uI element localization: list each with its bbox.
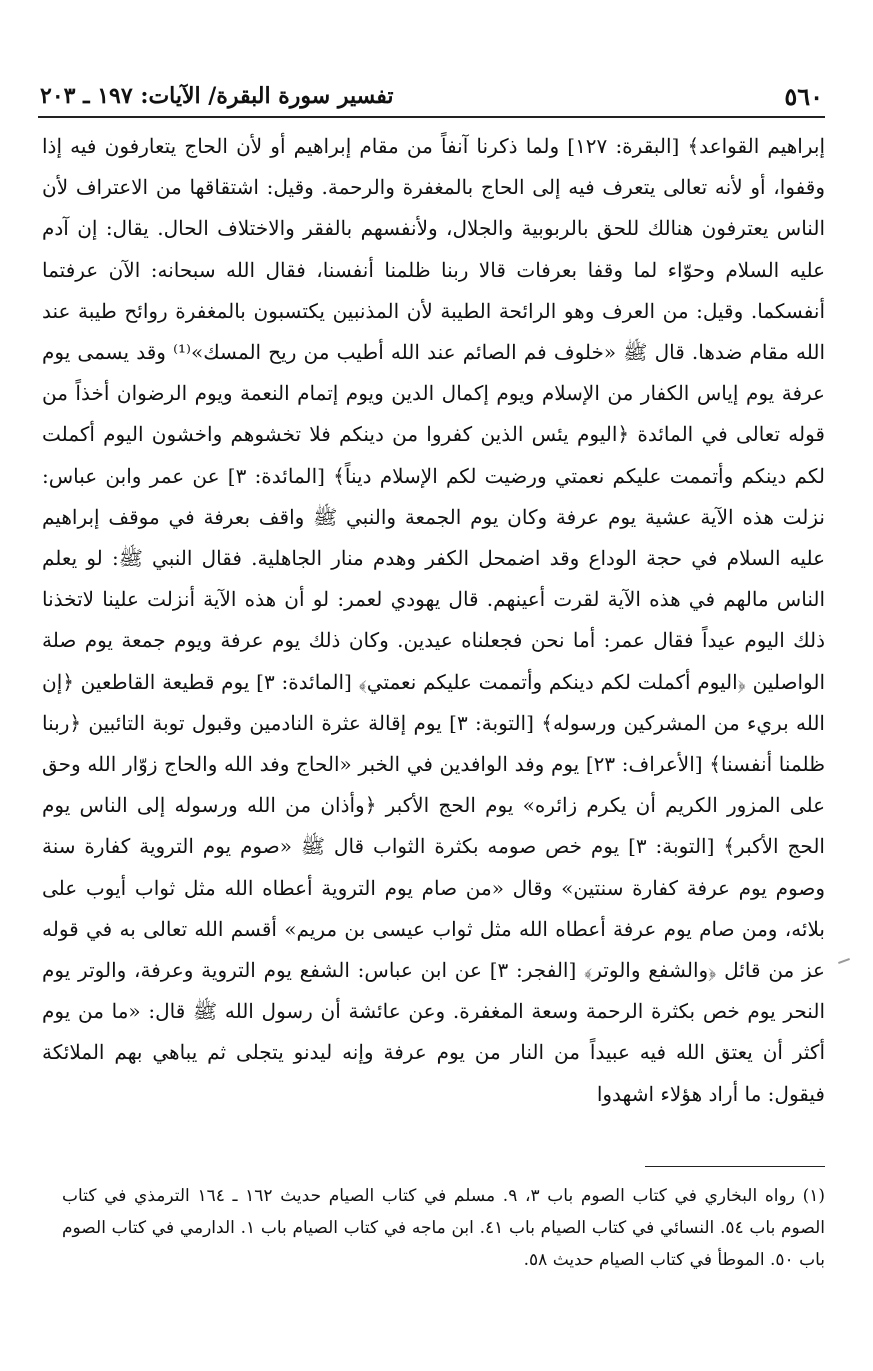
footnotes (62, 1180, 825, 1276)
footnote-divider (645, 1166, 825, 1167)
header-divider (38, 116, 825, 118)
margin-mark (838, 958, 850, 964)
footnote-item: (١) رواه البخاري في كتاب الصوم باب ٣، ٩. مسلم في كتاب الصيام حديث ١٦٢ ـ ١٦٤ الترمذي في كتاب الصوم باب ٥٤. النسائي في كتاب الصيام باب ٤١. ابن ماجه في كتاب الصيام باب ١. الدارمي في كتاب الصوم باب ٥٠. الموطأ في كتاب الصيام حديث ٥٨. (62, 1186, 825, 1270)
body-paragraph: إبراهيم القواعد﴾ [البقرة: ١٢٧] ولما ذكرنا آنفاً من مقام إبراهيم أو لأن الحاج يتعارفون فيه إذا وقفوا، أو لأنه تعالى يتعرف فيه إلى الحاج بالمغفرة والرحمة. وقيل: اشتقاقها من الاعتراف لأن الناس يعترفون هنالك للحق بالربوبية والجلال، ولأنفسهم بالفقر والاختلاف الحال. يقال: إن آدم عليه السلام وحوّاء لما وقفا بعرفات قالا ربنا ظلمنا أنفسنا، فقال الله سبحانه: الآن عرفتما أنفسكما. وقيل: من العرف وهو الرائحة الطيبة لأن المذنبين يكتسبون بالمغفرة روائح طيبة عند الله مقام ضدها. قال ﷺ «خلوف فم الصائم عند الله أطيب من ريح المسك»⁽¹⁾ وقد يسمى يوم عرفة يوم إياس الكفار من الإسلام ويوم إكمال الدين ويوم إتمام النعمة ويوم الرضوان أخذاً من قوله تعالى في المائدة ﴿اليوم يئس الذين كفروا من دينكم فلا تخشوهم واخشون اليوم أكملت لكم دينكم وأتممت عليكم نعمتي ورضيت لكم الإسلام ديناً﴾ [المائدة: ٣] عن عمر وابن عباس: نزلت هذه الآية عشية يوم عرفة وكان يوم الجمعة والنبي ﷺ واقف بعرفة في موقف إبراهيم عليه السلام في حجة الوداع وقد اضمحل الكفر وهدم منار الجاهلية. فقال النبي ﷺ: لو يعلم الناس مالهم في هذه الآية لقرت أعينهم. قال يهودي لعمر: لو أن هذه الآية أنزلت علينا لاتخذنا ذلك اليوم عيداً فقال عمر: أما نحن فجعلناه عيدين. وكان ذلك يوم عرفة ويوم جمعة يوم صلة الواصلين ﴿اليوم أكملت لكم دينكم وأتممت عليكم نعمتي﴾ [المائدة: ٣] يوم قطيعة القاطعين ﴿إن الله بريء من المشركين ورسوله﴾ [التوبة: ٣] يوم إقالة عثرة النادمين وقبول توبة التائبين ﴿ربنا ظلمنا أنفسنا﴾ [الأعراف: ٢٣] يوم وفد الوافدين في الخبر «الحاج وفد الله والحاج زوّار الله وحق على المزور الكريم أن يكرم زائره» يوم الحج الأكبر ﴿وأذان من الله ورسوله إلى الناس يوم الحج الأكبر﴾ [التوبة: ٣] يوم خص صومه بكثرة الثواب قال ﷺ «صوم يوم التروية كفارة سنة وصوم يوم عرفة كفارة سنتين» وقال «من صام يوم التروية أعطاه الله مثل ثواب أيوب على بلائه، ومن صام يوم عرفة أعطاه الله مثل ثواب عيسى بن مريم» أقسم الله تعالى به في قوله عز من قائل ﴿والشفع والوتر﴾ [الفجر: ٣] عن ابن عباس: الشفع يوم التروية وعرفة، والوتر يوم النحر يوم خص بكثرة الرحمة وسعة المغفرة. وعن عائشة أن رسول الله ﷺ قال: «ما من يوم أكثر أن يعتق الله فيه عبيداً من النار من يوم عرفة وإنه ليدنو يتجلى ثم يباهي بهم الملائكة فيقول: ما أراد هؤلاء اشهدوا (42, 134, 826, 1106)
main-text (42, 126, 825, 1115)
running-title: تفسير سورة البقرة/ الآيات: ١٩٧ ـ ٢٠٣ (40, 83, 394, 109)
page-header (40, 78, 823, 114)
page-number: ٥٦٠ (784, 81, 823, 111)
